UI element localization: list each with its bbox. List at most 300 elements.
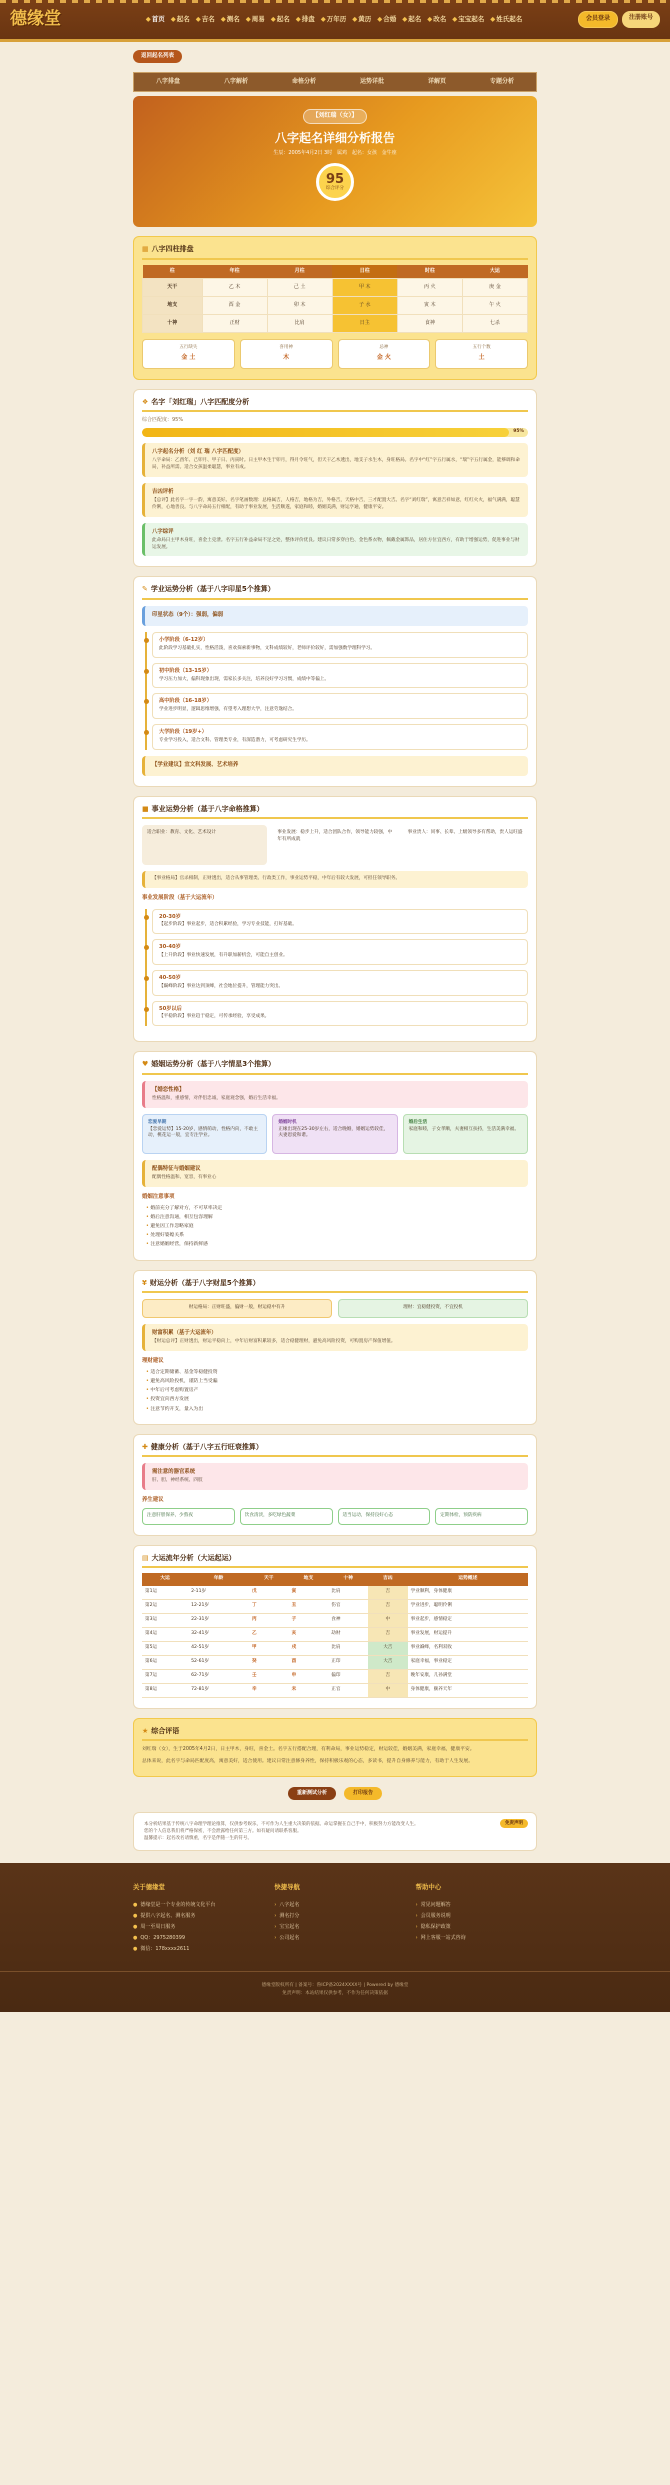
- nav-icon: ◆: [320, 15, 326, 24]
- timeline-desc: 【起步阶段】事业起步，适合积累经验，学习专业技能，打好基础。: [159, 922, 297, 928]
- logo-text: 德缘堂: [10, 9, 61, 30]
- dayun-cell: 丑: [289, 1600, 329, 1614]
- dayun-cell: 事业巅峰，名利双收: [408, 1642, 528, 1656]
- dayun-cell: 事业起步，感情稳定: [408, 1614, 528, 1628]
- career-desc: 【事业格局】官杀相制，正财透出，适合从事管理类、行政类工作，事业运势平稳，中年后有较大发展，可担任领导职务。: [142, 871, 528, 888]
- footer-link-text: 网上客服一站式咨询: [420, 1934, 466, 1941]
- dayun-cell: 身体健康，颐养天年: [408, 1684, 528, 1698]
- wealth-card: ¥ 财运分析（基于八字财星5个推算） 财运格局：正财旺盛，偏财一般，财运稳中有升 理财：宜稳健投资，不宜投机 财富积累（基于大运流年） 【财运总评】正财透出，财运平稳向上，中年后财富积累较多，适合稳健理财，避免高风险投资，可购置房产保值增值。 理财建议 • 适合定期储蓄、基金等稳健投资 • 避免高风险投机，谨防上当受骗 • 中年后可考虑购置房产 • 投资宜向西方发展 • 注意节约开支，量入为出: [133, 1270, 537, 1425]
- nav-item[interactable]: [146, 15, 165, 24]
- chart-icon: ❖: [142, 397, 149, 406]
- nav-label: 起名: [276, 15, 290, 24]
- bazi-cell: 子 水: [332, 296, 397, 314]
- heart-icon: ♥: [142, 1060, 149, 1069]
- footer-link[interactable]: [133, 1922, 254, 1933]
- bazi-cell: 正财: [202, 314, 267, 332]
- timeline-title: 小学阶段（6-12岁）: [159, 637, 209, 644]
- timeline-desc: 专业学习投入，适合文科、管理类专业，有深造潜力，可考虑研究生学历。: [159, 737, 311, 743]
- bazi-table: [142, 265, 528, 333]
- timeline-item: [152, 693, 528, 719]
- love-card: ♥ 婚姻运势分析（基于八字情星3个推算） 【婚恋性格】 性格温和，重感情，对伴侣忠诚，家庭观念强，婚后生活幸福。 恋爱早期 【恋爱运势】15-20岁，感情萌动，性格内向，不敢主动，桃花运一般，宜专注学业。 婚姻时机 正缘出现在25-30岁左右，适合晚婚，婚姻运势较佳，夫妻恩爱和谐。 婚后生活 家庭和睦，子女孝顺，夫妻相互扶持，生活美满幸福。 配偶特征与婚姻建议 配偶性格温和、宽容，有事业心 婚姻注意事项 • 婚前充分了解对方，不可草率决定 • 婚后注意沟通，相互包容理解 • 避免因工作忽略家庭 • 处理好婆媳关系 • 注意婚姻经营，保持新鲜感: [133, 1051, 537, 1260]
- wealth-advice-list: [142, 1368, 528, 1414]
- final-para-2: 总体来说，此名字与命局匹配度高，寓意美好，适合使用。建议日常注意修身养性，保持积极乐观的心态，多读书，提升自身修养与能力，有助于人生发展。: [142, 1759, 473, 1765]
- bazi-header: 日柱: [332, 265, 397, 278]
- wuxing-key: 忌神: [379, 344, 389, 350]
- timeline-item: [152, 909, 528, 935]
- love-after-box: 婚后生活 家庭和睦，子女孝顺，夫妻相互扶持，生活美满幸福。: [403, 1114, 528, 1154]
- dayun-cell: 正官: [328, 1684, 368, 1698]
- tab-item[interactable]: 命格分析: [291, 78, 316, 86]
- dayun-cell: 2-11岁: [188, 1586, 249, 1600]
- bazi-cell: 丙 火: [397, 278, 462, 296]
- nav-item[interactable]: [196, 15, 215, 24]
- health-icon: ✚: [142, 1442, 148, 1451]
- health-tip-chip: 适当运动，保持良好心态: [338, 1508, 431, 1524]
- nav-label: 排盘: [301, 15, 315, 24]
- tab-item[interactable]: 八字解析: [223, 78, 248, 86]
- health-tip-chip: 定期体检，预防疾病: [435, 1508, 528, 1524]
- final-card: ★ 综合评语 刘红瑞（女），生于2005年4月2日，日主甲木，身旺，喜金土。名字五行搭配合理，有利命局，事业运势稳定，财运较佳，婚姻美满，家庭幸福，健康平安。 总体来说，此名字与命局匹配度高，寓意美好，适合使用。建议日常注意修身养性，保持积极乐观的心态，多读书，提升自身修养与能力，有助于人生发展。: [133, 1718, 537, 1777]
- wuxing-value: 木: [283, 353, 290, 361]
- dayun-cell: 子: [289, 1614, 329, 1628]
- bazi-header: 月柱: [267, 265, 332, 278]
- footer-link-text: 周一至周日服务: [140, 1923, 176, 1930]
- love-personality: 【婚恋性格】 性格温和，重感情，对伴侣忠诚，家庭观念强，婚后生活幸福。: [142, 1081, 528, 1108]
- disclaimer: 免责声明 本分析结果基于传统八字命理学理论推算，仅供参考娱乐，不可作为人生重大决策的依据。命运掌握在自己手中，积极努力方能改变人生。 您的个人信息我们将严格保密，不会泄露给任何第三方。如有疑问请联系客服。 温馨提示：起名改名请慎重，名字是伴随一生的符号。: [133, 1812, 537, 1852]
- list-item: • 避免因工作忽略家庭: [146, 1222, 528, 1231]
- dayun-header: 年龄: [188, 1573, 249, 1585]
- wealth-pattern-box: 财运格局：正财旺盛，偏财一般，财运稳中有升: [142, 1299, 332, 1318]
- footer-bullet-icon: ●: [133, 1934, 138, 1941]
- footer-link[interactable]: [274, 1933, 395, 1944]
- timeline-title: 高中阶段（16-18岁）: [159, 698, 212, 705]
- nav-item[interactable]: [271, 15, 290, 24]
- nav-label: 合婚: [383, 15, 397, 24]
- dayun-cell: 比肩: [328, 1586, 368, 1600]
- bazi-cell: 甲 木: [332, 278, 397, 296]
- timeline-item: [152, 724, 528, 750]
- dayun-header: 十神: [328, 1573, 368, 1585]
- nav-label: 起名: [176, 15, 190, 24]
- nav-label: 万年历: [326, 15, 347, 24]
- nav-label: 黄历: [358, 15, 372, 24]
- timeline-item: [152, 632, 528, 658]
- bazi-cell: 寅 木: [397, 296, 462, 314]
- footer-bullet-icon: ●: [133, 1901, 138, 1908]
- health-organs: 需注意的器官系统 肝、胆、神经系统、四肢: [142, 1463, 528, 1490]
- dayun-row: [142, 1656, 528, 1670]
- list-item: • 投资宜向西方发展: [146, 1395, 528, 1404]
- dayun-row: [142, 1600, 528, 1614]
- footer-link-text: 会员服务说明: [420, 1912, 451, 1919]
- nav-label: 宝宝起名: [458, 15, 485, 24]
- dayun-cell: 正印: [328, 1656, 368, 1670]
- final-para-1: 刘红瑞（女），生于2005年4月2日，日主甲木，身旺，喜金土。名字五行搭配合理，有利命局，事业运势稳定，财运较佳，婚姻美满，家庭幸福，健康平安。: [142, 1747, 475, 1753]
- nav-icon: ◆: [145, 15, 151, 24]
- footer-link-text: 常见问题解答: [420, 1901, 451, 1908]
- bazi-card: [133, 236, 537, 379]
- timeline-desc: 此阶段学习基础扎实，性格活泼，喜欢探索新事物，文科成绩较好，老师评价较好，需加强数学理科学习。: [159, 645, 375, 651]
- love-notes-list: [142, 1204, 528, 1250]
- nav-item[interactable]: [377, 15, 396, 24]
- wuxing-item: [338, 339, 431, 369]
- wuxing-item: [240, 339, 333, 369]
- career-card: ■ 事业运势分析（基于八字命格推算） 适合职业：教育、文化、艺术设计 事业发展：稳步上升，适合团队合作，领导能力较强，中年有所成就 事业贵人：同事、长辈、上级领导多有帮助，贵人运旺盛 【事业格局】官杀相制，正财透出，适合从事管理类、行政类工作，事业运势平稳，中年后有较大发展，可担任领导职务。 事业发展阶段（基于大运流年） 20-30岁 【起步阶段】事业起步，适合积累经验，学习专业技能，打好基础。 30-40岁 【上升阶段】事业快速发展，有升职加薪机会，可能自主创业。 40-50岁 【巅峰阶段】事业达到顶峰，社会地位提升，管理能力突出。 50岁以后 【平稳阶段】事业趋于稳定，可传承经验，享受成果。: [133, 796, 537, 1042]
- footer-link-text: QQ：2975280399: [140, 1934, 186, 1941]
- dayun-cell: 42-51岁: [188, 1642, 249, 1656]
- career-helper-box: 事业贵人：同事、长辈、上级领导多有帮助，贵人运旺盛: [403, 825, 528, 865]
- score-badge: 95 综合评分: [316, 163, 354, 201]
- nav-item[interactable]: [221, 15, 240, 24]
- footer-link[interactable]: [133, 1944, 254, 1955]
- footer-bullet-icon: ›: [415, 1912, 418, 1919]
- wuxing-key: 五行缺失: [179, 344, 198, 350]
- dayun-cell: 辛: [249, 1684, 289, 1698]
- dayun-header: 地支: [289, 1573, 329, 1585]
- tab-item[interactable]: 详解页: [427, 78, 446, 86]
- back-to-list-button[interactable]: 返回起名列表: [133, 50, 182, 63]
- love-early-box: 恋爱早期 【恋爱运势】15-20岁，感情萌动，性格内向，不敢主动，桃花运一般，宜专注学业。: [142, 1114, 267, 1154]
- wealth-advice-label: 理财建议: [142, 1357, 164, 1364]
- list-item: • 注意婚姻经营，保持新鲜感: [146, 1240, 528, 1249]
- health-tips: [142, 1508, 528, 1524]
- dayun-cell: 食神: [328, 1614, 368, 1628]
- dayun-cell: 癸: [249, 1656, 289, 1670]
- dayun-cell: 学业顺利，身体健康: [408, 1586, 528, 1600]
- career-fit-box: 适合职业：教育、文化、艺术设计: [142, 825, 267, 865]
- dayun-row: [142, 1670, 528, 1684]
- nav-label: 改名: [433, 15, 447, 24]
- dayun-cell: 吉: [368, 1600, 408, 1614]
- site-logo[interactable]: [10, 8, 90, 31]
- wuxing-value: 土: [478, 353, 485, 361]
- dayun-cell: 寅: [289, 1586, 329, 1600]
- footer-link[interactable]: [416, 1900, 537, 1911]
- wealth-desc: 财富积累（基于大运流年） 【财运总评】正财透出，财运平稳向上，中年后财富积累较多，适合稳健理财，避免高风险投资，可购置房产保值增值。: [142, 1324, 528, 1351]
- dayun-cell: 第6运: [142, 1656, 188, 1670]
- footer-bullet-icon: ›: [415, 1901, 418, 1908]
- main-nav: [90, 15, 578, 24]
- bazi-cell: 十神: [143, 314, 203, 332]
- timeline-title: 50岁以后: [159, 1005, 182, 1012]
- dayun-cell: 戌: [289, 1642, 329, 1656]
- lucky-analysis-box: 吉凶评析 【总评】此名字一字一韵，寓意美好。名字笔画数理：总格属吉，人格吉，地格为吉，外格吉，天格中吉，三才配置大吉。名字“刘红瑞”，寓意吉祥如意，红红火火，福气满满，聪慧伶俐，心地善良。与八字命局五行相配，有助于事业发展，生活顺遂，家庭和睦，婚姻美满，财运亨通，健康平安。: [142, 483, 528, 517]
- register-button[interactable]: 注册账号: [622, 11, 660, 27]
- dayun-row: [142, 1614, 528, 1628]
- dayun-header: 运势概述: [408, 1573, 528, 1585]
- love-notes-label: 婚姻注意事项: [142, 1193, 175, 1200]
- login-button[interactable]: 会员登录: [578, 11, 618, 27]
- dayun-cell: 第1运: [142, 1586, 188, 1600]
- tab-item[interactable]: 专题分析: [489, 78, 514, 86]
- dayun-cell: 第2运: [142, 1600, 188, 1614]
- wuxing-key: 五行个数: [472, 344, 491, 350]
- nav-icon: ◆: [490, 15, 496, 24]
- career-timeline: [142, 909, 528, 1027]
- list-item: • 注意节约开支，量入为出: [146, 1405, 528, 1414]
- dayun-cell: 伤官: [328, 1600, 368, 1614]
- dayun-cell: 亥: [289, 1628, 329, 1642]
- birth-meta: 生辰：2005年4月2日 3时 属鸡 起名：女孩 金牛座: [273, 149, 397, 156]
- dayun-cell: 第4运: [142, 1628, 188, 1642]
- timeline-desc: 【平稳阶段】事业趋于稳定，可传承经验，享受成果。: [159, 1014, 270, 1020]
- wuxing-value: 金 土: [181, 353, 196, 361]
- study-tip: 【学业建议】宜文科发展、艺术培养: [142, 756, 528, 776]
- footer-link-text: 八字起名: [279, 1901, 300, 1908]
- timeline-desc: 学业进步明显，逻辑思维增强，有望考入理想大学，注意劳逸结合。: [159, 707, 297, 713]
- top-navbar: [0, 0, 670, 42]
- nav-item[interactable]: [452, 15, 484, 24]
- briefcase-icon: ■: [142, 804, 149, 813]
- list-item: • 婚前充分了解对方，不可草率决定: [146, 1204, 528, 1213]
- study-timeline: [142, 632, 528, 750]
- dayun-header: 大运: [142, 1573, 188, 1585]
- footer-link[interactable]: [133, 1933, 254, 1944]
- wuxing-item: [435, 339, 528, 369]
- match-progress-bar: 95%: [142, 428, 528, 437]
- calendar-icon: ▤: [142, 1553, 149, 1562]
- nav-item[interactable]: [246, 15, 265, 24]
- dayun-cell: 12-21岁: [188, 1600, 249, 1614]
- footer-link[interactable]: [274, 1922, 395, 1933]
- bazi-cell: 比肩: [267, 314, 332, 332]
- dayun-cell: 吉: [368, 1628, 408, 1642]
- footer-link-text: 公司起名: [279, 1934, 300, 1941]
- health-tip-chip: 注意肝胆保养，少熬夜: [142, 1508, 235, 1524]
- footer-bullet-icon: ●: [133, 1923, 138, 1930]
- footer: 关于德缘堂 ● 德缘堂是一个专业的传统文化平台 ● 提供八字起名、测名服务 ● 周一至周日服务 ● QQ：2975280399 ● 微信：178xxxx2611 快捷导航 › 八字起名 › 测名打分 › 宝宝起名 › 公司起名 帮助中心 › 常见问题解答 › 会员服务说明 › 隐私保护政策 › 网上客服一站式咨询 德缘堂版权所有 | 备案号：鲁ICP备2024XXXX号 | Powered by 德缘堂 免责声明：本站结果仅供参考，不作为任何决策依据: [0, 1863, 670, 2012]
- coin-icon: ¥: [142, 1278, 147, 1287]
- bazi-cell: 酉 金: [202, 296, 267, 314]
- bazi-cell: 地支: [143, 296, 203, 314]
- timeline-item: [152, 1001, 528, 1027]
- dayun-cell: 申: [289, 1670, 329, 1684]
- footer-link[interactable]: [416, 1933, 537, 1944]
- nav-item[interactable]: [490, 15, 522, 24]
- wuxing-key: 喜用神: [279, 344, 293, 350]
- dayun-cell: 第7运: [142, 1670, 188, 1684]
- dayun-header: 天干: [249, 1573, 289, 1585]
- nav-item[interactable]: [352, 15, 371, 24]
- dayun-cell: 酉: [289, 1656, 329, 1670]
- list-item: • 婚后注意沟通，相互包容理解: [146, 1213, 528, 1222]
- list-item: • 避免高风险投机，谨防上当受骗: [146, 1377, 528, 1386]
- footer-link-text: 测名打分: [279, 1912, 300, 1919]
- nav-label: 起名: [408, 15, 422, 24]
- dayun-cell: 第5运: [142, 1642, 188, 1656]
- dayun-cell: 比肩: [328, 1642, 368, 1656]
- wuxing-summary: [142, 339, 528, 369]
- timeline-item: [152, 939, 528, 965]
- dayun-cell: 未: [289, 1684, 329, 1698]
- nav-label: 吉名: [201, 15, 215, 24]
- bazi-title: ▦ 八字四柱排盘: [142, 245, 528, 259]
- dayun-cell: 中: [368, 1684, 408, 1698]
- nav-icon: ◆: [245, 15, 251, 24]
- report-hero: [133, 96, 537, 227]
- grid-icon: ▦: [142, 245, 149, 254]
- bazi-cell: 庚 金: [462, 278, 527, 296]
- tab-item[interactable]: 八字排盘: [155, 78, 180, 86]
- footer-link[interactable]: [416, 1922, 537, 1933]
- nav-item[interactable]: [427, 15, 446, 24]
- footer-link[interactable]: [133, 1911, 254, 1922]
- name-analysis-box: 八字起名分析（刘 红 瑞 八字匹配度） 八字命局：乙酉年、己卯月、甲子日、丙寅时。日主甲木生于卯月，得月令旺气，但天干乙木透出，地支子水生木，身旺格局。名字中“红”字五行属水，“瑞”字五行属金，能够调和命局，补益所需。适合女孩温柔聪慧，事业有成。: [142, 443, 528, 477]
- nav-item[interactable]: [321, 15, 347, 24]
- nav-icon: ◆: [452, 15, 458, 24]
- nav-icon: ◆: [195, 15, 201, 24]
- footer-bullet-icon: ›: [274, 1912, 277, 1919]
- dayun-cell: 戊: [249, 1586, 289, 1600]
- dayun-row: [142, 1628, 528, 1642]
- bazi-cell: 天干: [143, 278, 203, 296]
- nav-icon: ◆: [377, 15, 383, 24]
- list-item: • 处理好婆媳关系: [146, 1231, 528, 1240]
- dayun-card: ▤ 大运流年分析（大运起运） 大运 年龄 天干 地支 十神 吉凶 运势概述 第1运 2-11岁 戊 寅 比肩 吉 学业顺利，身体健康 第2运 12-21岁 丁 丑 伤官 吉 学业进步，聪明伶俐 第3运 22-31岁 丙 子 食神 中 事业起步，感情稳定 第4运 32-41岁 乙 亥 劫财 吉 事业发展，财运提升 第5运 42-51岁 甲 戌 比肩 大吉 事业巅峰，名利双收 第6运 52-61岁 癸 酉 正印 大吉 家庭幸福，事业稳定 第7运 62-71岁 壬 申 偏印 吉 晚年安康，儿孙满堂 第8运 72-81岁 辛 未 正官 中 身体健康，颐养天年: [133, 1545, 537, 1709]
- timeline-title: 20-30岁: [159, 913, 181, 920]
- timeline-desc: 【巅峰阶段】事业达到顶峰，社会地位提升，管理能力突出。: [159, 983, 284, 989]
- dayun-cell: 丙: [249, 1614, 289, 1628]
- footer-bullet-icon: ›: [274, 1901, 277, 1908]
- study-tag-box: 印星状态（9个）：强弱，偏弱: [142, 606, 528, 626]
- nav-item[interactable]: [402, 15, 421, 24]
- bazi-cell: 食神: [397, 314, 462, 332]
- dayun-cell: 62-71岁: [188, 1670, 249, 1684]
- dayun-cell: 大吉: [368, 1642, 408, 1656]
- copyright: 德缘堂版权所有 | 备案号：鲁ICP备2024XXXX号 | Powered by 德缘堂 免责声明：本站结果仅供参考，不作为任何决策依据: [0, 1971, 670, 2013]
- dayun-cell: 52-61岁: [188, 1656, 249, 1670]
- spouse-box: 配偶特征与婚姻建议 配偶性格温和、宽容，有事业心: [142, 1160, 528, 1187]
- timeline-desc: 【上升阶段】事业快速发展，有升职加薪机会，可能自主创业。: [159, 952, 288, 958]
- star-icon: ★: [142, 1727, 149, 1736]
- dayun-table: [142, 1573, 528, 1698]
- book-icon: ✎: [142, 585, 148, 594]
- bazi-cell: 己 土: [267, 278, 332, 296]
- dayun-cell: 壬: [249, 1670, 289, 1684]
- dayun-row: [142, 1586, 528, 1600]
- bazi-header: 大运: [462, 265, 527, 278]
- dayun-cell: 晚年安康，儿孙满堂: [408, 1670, 528, 1684]
- love-timing-box: 婚姻时机 正缘出现在25-30岁左右，适合晚婚，婚姻运势较佳，夫妻恩爱和谐。: [272, 1114, 397, 1154]
- dayun-cell: 22-31岁: [188, 1614, 249, 1628]
- footer-link-text: 宝宝起名: [279, 1923, 300, 1930]
- bazi-cell: 卯 木: [267, 296, 332, 314]
- print-button[interactable]: 打印报告: [344, 1787, 382, 1800]
- timeline-title: 40-50岁: [159, 974, 181, 981]
- dayun-cell: 大吉: [368, 1656, 408, 1670]
- tab-item[interactable]: 运势详批: [359, 78, 384, 86]
- dayun-cell: 学业进步，聪明伶俐: [408, 1600, 528, 1614]
- nav-icon: ◆: [352, 15, 358, 24]
- wealth-tip-box: 理财：宜稳健投资，不宜投机: [338, 1299, 528, 1318]
- footer-bullet-icon: ›: [415, 1934, 418, 1941]
- dayun-cell: 偏印: [328, 1670, 368, 1684]
- dayun-row: [142, 1684, 528, 1698]
- dayun-cell: 72-81岁: [188, 1684, 249, 1698]
- dayun-cell: 中: [368, 1614, 408, 1628]
- name-analysis-title: 名字「刘红瑞」八字匹配度分析: [151, 397, 250, 406]
- bazi-cell: 七杀: [462, 314, 527, 332]
- footer-bullet-icon: ›: [415, 1923, 418, 1930]
- footer-link-text: 微信：178xxxx2611: [140, 1945, 190, 1952]
- bazi-cell: 午 火: [462, 296, 527, 314]
- dayun-row: [142, 1642, 528, 1656]
- study-card: ✎ 学业运势分析（基于八字印星5个推算） 印星状态（9个）：强弱，偏弱 小学阶段（6-12岁） 此阶段学习基础扎实，性格活泼，喜欢探索新事物，文科成绩较好，老师评价较好，需加强数学理科学习。 初中阶段（13-15岁） 学习压力加大，偏科现象出现，需家长多关注，培养良好学习习惯，成绩中等偏上。 高中阶段（16-18岁） 学业进步明显，逻辑思维增强，有望考入理想大学，注意劳逸结合。 大学阶段（19岁+） 专业学习投入，适合文科、管理类专业，有深造潜力，可考虑研究生学历。 【学业建议】宜文科发展、艺术培养: [133, 576, 537, 786]
- footer-link[interactable]: [133, 1900, 254, 1911]
- dayun-cell: 32-41岁: [188, 1628, 249, 1642]
- footer-link-text: 隐私保护政策: [420, 1923, 451, 1930]
- list-item: • 适合定期储蓄、基金等稳健投资: [146, 1368, 528, 1377]
- list-item: • 中年后可考虑购置房产: [146, 1386, 528, 1395]
- timeline-item: [152, 970, 528, 996]
- dayun-cell: 吉: [368, 1586, 408, 1600]
- dayun-header: 吉凶: [368, 1573, 408, 1585]
- footer-link[interactable]: [274, 1900, 395, 1911]
- footer-bullet-icon: ●: [133, 1912, 138, 1919]
- bazi-summary-box: 八字综评 此命局日主甲木身旺，喜金土克泄。名字五行补益命局不足之处，整体评价优良。建议日常多穿白色、金色系衣物，佩戴金属饰品，居住方位宜西方，有助于增强运势，促进事业与财运发展。: [142, 523, 528, 557]
- nav-icon: ◆: [170, 15, 176, 24]
- dayun-cell: 第8运: [142, 1684, 188, 1698]
- nav-label: 姓氏起名: [496, 15, 523, 24]
- nav-icon: ◆: [220, 15, 226, 24]
- report-title: 八字起名详细分析报告: [274, 130, 395, 145]
- bazi-header: 柱: [143, 265, 203, 278]
- bazi-cell: 日主: [332, 314, 397, 332]
- wuxing-item: [142, 339, 235, 369]
- timeline-title: 大学阶段（19岁+）: [159, 729, 207, 736]
- timeline-item: [152, 663, 528, 689]
- timeline-title: 初中阶段（13-15岁）: [159, 667, 212, 674]
- footer-bullet-icon: ●: [133, 1945, 138, 1952]
- nav-item[interactable]: [296, 15, 315, 24]
- nav-icon: ◆: [402, 15, 408, 24]
- nav-label: 首页: [151, 15, 165, 24]
- wuxing-value: 金 火: [376, 353, 391, 361]
- bazi-header: 年柱: [202, 265, 267, 278]
- name-pill: 【刘红瑞（女）】: [303, 109, 366, 123]
- match-label: 综合匹配度：95%: [142, 417, 184, 424]
- footer-link[interactable]: [416, 1911, 537, 1922]
- nav-icon: ◆: [295, 15, 301, 24]
- report-tabs: [133, 72, 537, 92]
- nav-label: 周易: [251, 15, 265, 24]
- footer-link[interactable]: [274, 1911, 395, 1922]
- timeline-title: 30-40岁: [159, 944, 181, 951]
- footer-link-text: 提供八字起名、测名服务: [140, 1912, 196, 1919]
- dayun-cell: 事业发展，财运提升: [408, 1628, 528, 1642]
- career-stage-label: 事业发展阶段（基于大运流年）: [142, 895, 218, 902]
- nav-icon: ◆: [270, 15, 276, 24]
- dayun-cell: 劫财: [328, 1628, 368, 1642]
- footer-bullet-icon: ›: [274, 1923, 277, 1930]
- health-advice-label: 养生建议: [142, 1497, 164, 1504]
- timeline-desc: 学习压力加大，偏科现象出现，需家长多关注，培养良好学习习惯，成绩中等偏上。: [159, 676, 329, 682]
- dayun-cell: 第3运: [142, 1614, 188, 1628]
- dayun-cell: 吉: [368, 1670, 408, 1684]
- dayun-cell: 丁: [249, 1600, 289, 1614]
- health-tip-chip: 饮食清淡，多吃绿色蔬菜: [240, 1508, 333, 1524]
- career-dev-box: 事业发展：稳步上升，适合团队合作，领导能力较强，中年有所成就: [272, 825, 397, 865]
- bazi-cell: 乙 木: [202, 278, 267, 296]
- nav-label: 测名: [226, 15, 240, 24]
- disclaimer-badge: 免责声明: [500, 1819, 528, 1828]
- retest-button[interactable]: 重新测试分析: [288, 1787, 336, 1800]
- dayun-cell: 甲: [249, 1642, 289, 1656]
- nav-item[interactable]: [171, 15, 190, 24]
- footer-bullet-icon: ›: [274, 1934, 277, 1941]
- name-analysis-card: [133, 389, 537, 568]
- bazi-header: 时柱: [397, 265, 462, 278]
